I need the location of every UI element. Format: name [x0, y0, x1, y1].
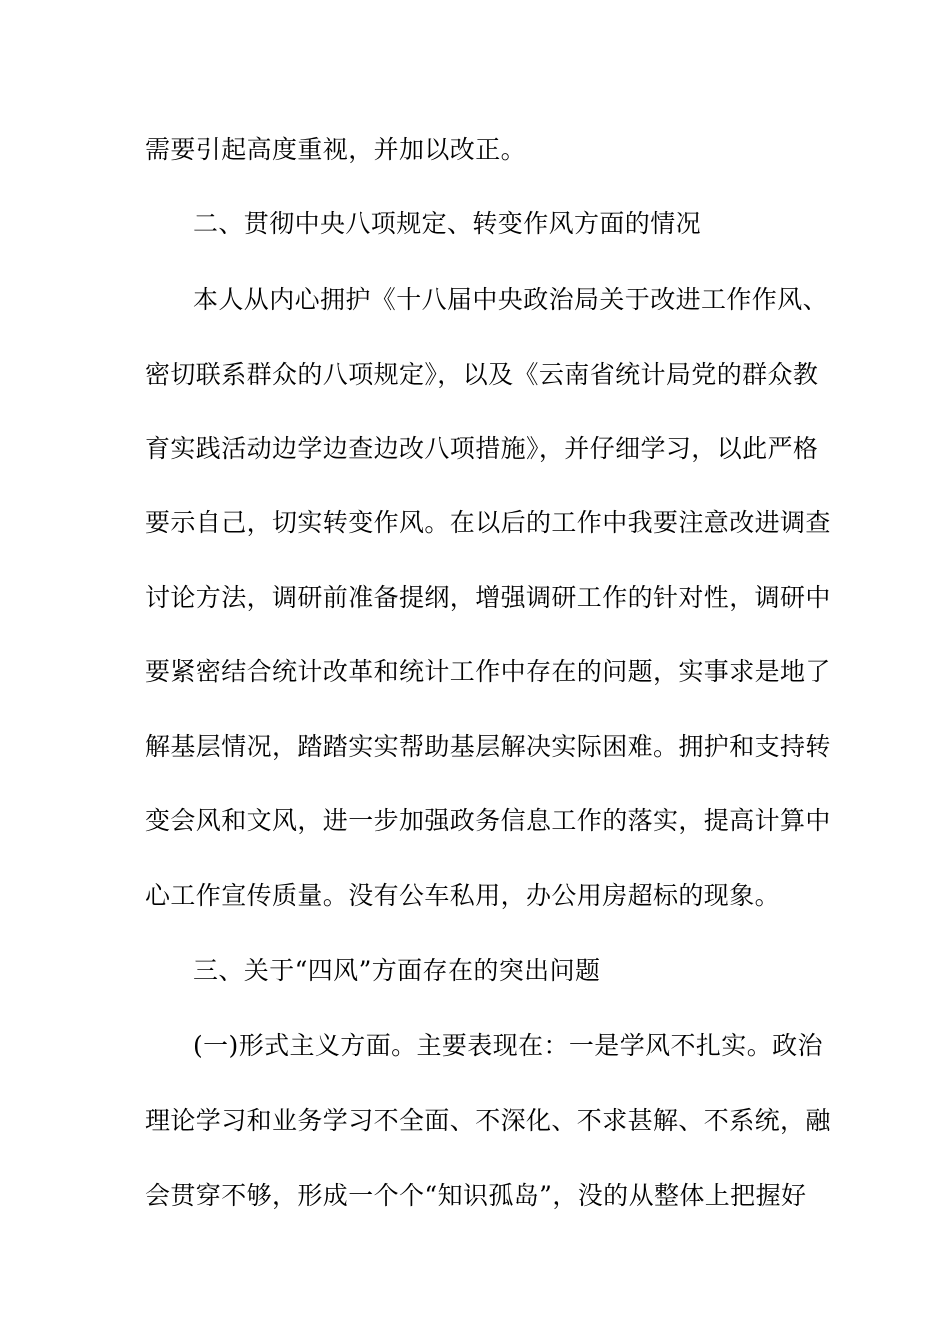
paragraph-line: 需要引起高度重视，并加以改正。: [145, 135, 527, 164]
paragraph-line: 本人从内心拥护《十八届中央政治局关于改进工作作风、: [193, 285, 829, 314]
paragraph-line: 要紧密结合统计改革和统计工作中存在的问题，实事求是地了: [145, 657, 831, 686]
section-heading-3: 三、关于“四风”方面存在的突出问题: [193, 956, 601, 985]
paragraph-line: 育实践活动边学边查边改八项措施》，并仔细学习，以此严格: [145, 434, 819, 463]
paragraph-line: (一)形式主义方面。主要表现在：一是学风不扎实。政治: [193, 1031, 823, 1060]
paragraph-line: 要示自己，切实转变作风。在以后的工作中我要注意改进调查: [145, 508, 831, 537]
section-heading-2: 二、贯彻中央八项规定、转变作风方面的情况: [193, 209, 702, 238]
paragraph-line: 变会风和文风，进一步加强政务信息工作的落实，提高计算中: [145, 806, 831, 835]
paragraph-line: 密切联系群众的八项规定》，以及《云南省统计局党的群众教: [145, 360, 819, 389]
paragraph-line: 解基层情况，踏踏实实帮助基层解决实际困难。拥护和支持转: [145, 732, 831, 761]
paragraph-line: 理论学习和业务学习不全面、不深化、不求甚解、不系统，融: [145, 1106, 831, 1135]
paragraph-line: 心工作宣传质量。没有公车私用，办公用房超标的现象。: [145, 881, 781, 910]
paragraph-line: 讨论方法，调研前准备提纲，增强调研工作的针对性，调研中: [145, 583, 831, 612]
paragraph-line: 会贯穿不够，形成一个个“知识孤岛”，没的从整体上把握好: [145, 1181, 807, 1210]
